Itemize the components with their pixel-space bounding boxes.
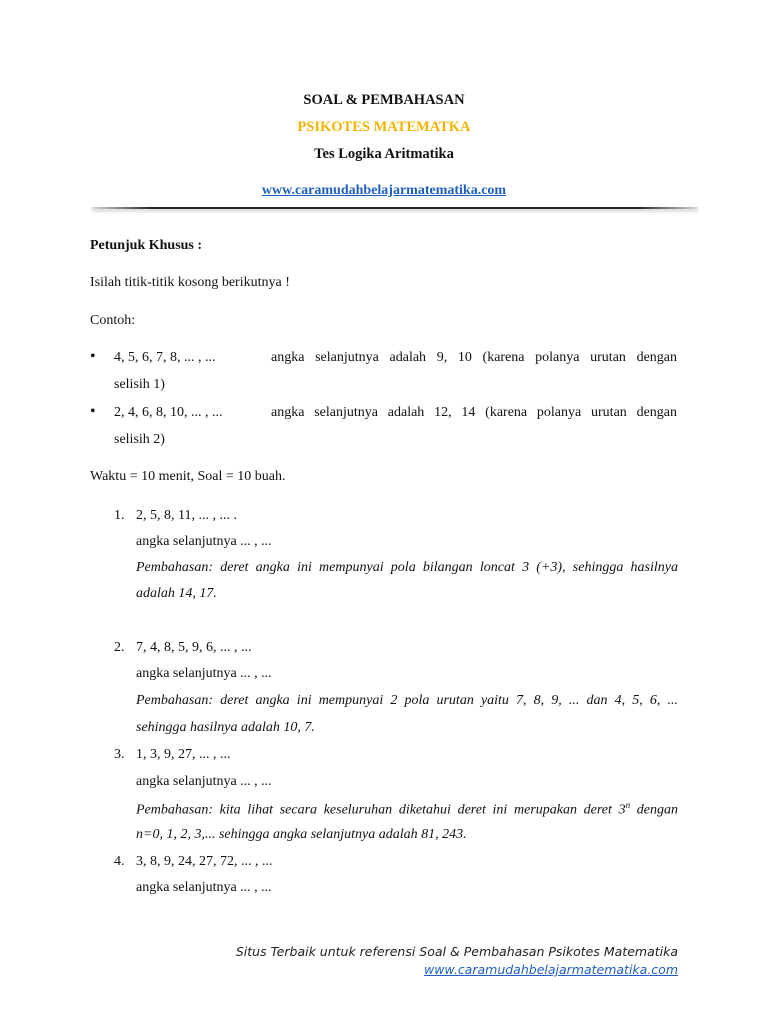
footer-tagline: Situs Terbaik untuk referensi Soal & Pembahasan Psikotes Matematika [235,944,678,959]
doc-topic: Tes Logika Aritmatika [314,146,454,162]
question-number: 1. [114,508,125,523]
question-discussion [136,800,678,819]
example-sequence: 4, 5, 6, 7, 8, ... , ... [114,350,216,365]
footer-website-link[interactable]: www.caramudahbelajarmatematika.com [423,962,678,977]
example-description: angka selanjutnya adalah 9, 10 (karena polanya urutan dengan [271,350,677,365]
doc-title: SOAL & PEMBAHASAN [303,92,465,108]
question-sequence: 1, 3, 9, 27, ... , ... [136,747,231,762]
question-discussion: Pembahasan: deret angka ini mempunyai pola bilangan loncat 3 (+3), sehingga hasilnya [136,560,678,575]
example-continuation: selisih 2) [114,432,165,447]
question-sequence: 2, 5, 8, 11, ... , ... . [136,508,237,523]
example-label: Contoh: [90,313,136,328]
example-sequence: 2, 4, 6, 8, 10, ... , ... [114,405,223,420]
discussion-text: Pembahasan: kita lihat secara keseluruhan diketahui deret ini merupakan deret 3 [136,802,626,818]
exponent: n [625,800,631,810]
question-discussion: Pembahasan: deret angka ini mempunyai 2 pola urutan yaitu 7, 8, 9, ... dan 4, 5, 6, ... [136,693,678,708]
bullet-icon: • [90,403,96,420]
doc-subtitle: PSIKOTES MATEMATKA [297,119,471,135]
question-prompt: angka selanjutnya ... , ... [136,666,272,681]
question-discussion-cont: adalah 14, 17. [136,586,217,601]
question-number: 2. [114,640,125,655]
instructions-text: Isilah titik-titik kosong berikutnya ! [90,275,290,290]
example-continuation: selisih 1) [114,377,165,392]
header-website-link[interactable]: www.caramudahbelajarmatematika.com [261,183,507,198]
question-number: 4. [114,854,125,869]
discussion-text-end: dengan [630,802,678,818]
instructions-heading: Petunjuk Khusus : [90,238,203,253]
question-prompt: angka selanjutnya ... , ... [136,880,272,895]
question-sequence: 3, 8, 9, 24, 27, 72, ... , ... [136,854,273,869]
question-sequence: 7, 4, 8, 5, 9, 6, ... , ... [136,640,252,655]
question-prompt: angka selanjutnya ... , ... [136,774,272,789]
bullet-icon: • [90,348,96,365]
question-discussion-cont: n=0, 1, 2, 3,... sehingga angka selanjutnya adalah 81, 243. [136,827,467,842]
question-discussion-cont: sehingga hasilnya adalah 10, 7. [136,720,315,735]
question-prompt: angka selanjutnya ... , ... [136,534,272,549]
question-number: 3. [114,747,125,762]
header-divider [92,207,698,209]
example-description: angka selanjutnya adalah 12, 14 (karena polanya urutan dengan [271,405,677,420]
time-info: Waktu = 10 menit, Soal = 10 buah. [90,469,286,484]
